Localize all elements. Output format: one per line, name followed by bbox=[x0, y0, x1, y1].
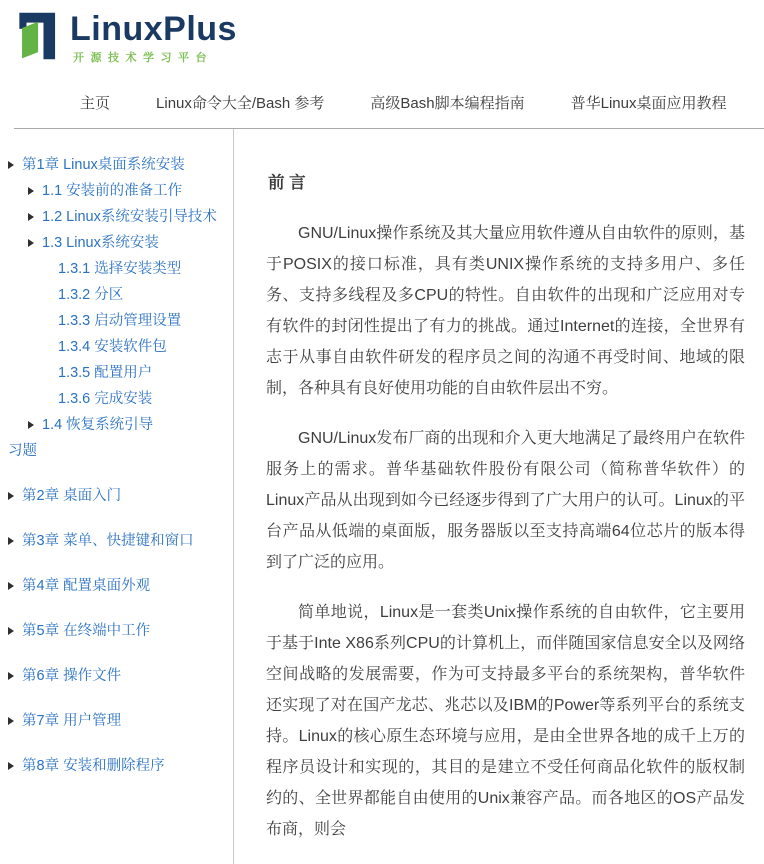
toc-link-1-4[interactable]: 1.4 恢复系统引导 bbox=[42, 417, 154, 433]
content-area bbox=[0, 129, 764, 864]
toc-sidebar bbox=[0, 129, 233, 864]
toc-item-ch5 bbox=[8, 621, 229, 642]
toc-item-1-3-4 bbox=[8, 337, 229, 358]
toc-list bbox=[8, 155, 229, 777]
toc-link-1-3-1[interactable]: 1.3.1 选择安装类型 bbox=[58, 261, 182, 277]
expand-triangle-icon[interactable] bbox=[8, 672, 14, 680]
page-title: 前 言 bbox=[268, 174, 306, 192]
expand-triangle-icon[interactable] bbox=[28, 239, 34, 247]
expand-triangle-icon[interactable] bbox=[8, 537, 14, 545]
toc-link-ch3[interactable]: 第3章 菜单、快捷键和窗口 bbox=[22, 533, 194, 549]
expand-triangle-icon[interactable] bbox=[8, 627, 14, 635]
expand-triangle-icon[interactable] bbox=[28, 421, 34, 429]
toc-link-1-3-2[interactable]: 1.3.2 分区 bbox=[58, 287, 124, 303]
toc-item-1-3-3 bbox=[8, 311, 229, 332]
toc-link-ch1[interactable]: 第1章 Linux桌面系统安装 bbox=[22, 157, 185, 173]
toc-link-1-2[interactable]: 1.2 Linux系统安装引导技术 bbox=[42, 209, 217, 225]
toc-item-ch8 bbox=[8, 756, 229, 777]
toc-item-1-1 bbox=[8, 181, 229, 202]
toc-link-1-3-3[interactable]: 1.3.3 启动管理设置 bbox=[58, 313, 182, 329]
toc-item-ch3 bbox=[8, 531, 229, 552]
toc-link-1-3-6[interactable]: 1.3.6 完成安装 bbox=[58, 391, 153, 407]
expand-triangle-icon[interactable] bbox=[8, 762, 14, 770]
toc-item-1-4 bbox=[8, 415, 229, 436]
preface-paragraph-2: GNU/Linux发布厂商的出现和介入更大地满足了最终用户在软件服务上的需求。普华基础软件股份有限公司（简称普华软件）的Linux产品从出现到如今已经逐步得到了广大用户的认可。Linux的平台产品从低端的桌面版，服务器版以至支持高端64位芯片的版本得到了广泛的应用。 bbox=[266, 430, 745, 571]
nav-item-linux-commands-bash-ref[interactable]: Linux命令大全/Bash 参考 bbox=[156, 95, 325, 112]
expand-triangle-icon[interactable] bbox=[28, 213, 34, 221]
expand-triangle-icon[interactable] bbox=[8, 582, 14, 590]
toc-item-1-3-6 bbox=[8, 389, 229, 410]
brand-name: LinuxPlus bbox=[70, 10, 237, 48]
toc-item-exercises bbox=[8, 441, 229, 462]
toc-item-1-3-1 bbox=[8, 259, 229, 280]
toc-item-1-3-2 bbox=[8, 285, 229, 306]
preface-paragraph-1: GNU/Linux操作系统及其大量应用软件遵从自由软件的原则，基于POSIX的接口标准，具有类UNIX操作系统的支持多用户、多任务、支持多线程及多CPU的特性。自由软件的出现和广泛应用对专有软件的封闭性提出了有力的挑战。通过Internet的连接，全世界有志于从事自由软件研发的程序员之间的沟通不再受时间、地域的限制，各种具有良好使用功能的自由软件层出不穷。 bbox=[266, 225, 745, 397]
logo[interactable] bbox=[14, 9, 764, 65]
logo-text-block bbox=[70, 9, 237, 65]
toc-item-ch2 bbox=[8, 486, 229, 507]
toc-item-1-2 bbox=[8, 207, 229, 228]
toc-link-ch4[interactable]: 第4章 配置桌面外观 bbox=[22, 578, 151, 594]
open-door-logo-icon bbox=[14, 9, 64, 63]
toc-link-1-3-4[interactable]: 1.3.4 安装软件包 bbox=[58, 339, 167, 355]
toc-link-exercises[interactable]: 习题 bbox=[8, 443, 37, 459]
toc-link-1-1[interactable]: 1.1 安装前的准备工作 bbox=[42, 183, 183, 199]
toc-link-ch2[interactable]: 第2章 桌面入门 bbox=[22, 488, 122, 504]
nav-item-puhua-linux-desktop-tutorial[interactable]: 普华Linux桌面应用教程 bbox=[570, 95, 727, 112]
toc-link-ch5[interactable]: 第5章 在终端中工作 bbox=[22, 623, 151, 639]
toc-link-1-3-5[interactable]: 1.3.5 配置用户 bbox=[58, 365, 153, 381]
site-header bbox=[0, 0, 764, 129]
expand-triangle-icon[interactable] bbox=[8, 717, 14, 725]
expand-triangle-icon[interactable] bbox=[8, 161, 14, 169]
toc-link-ch6[interactable]: 第6章 操作文件 bbox=[22, 668, 122, 684]
expand-triangle-icon[interactable] bbox=[28, 187, 34, 195]
nav-item-advanced-bash-guide[interactable]: 高级Bash脚本编程指南 bbox=[370, 95, 525, 112]
brand-tagline: 开源技术学习平台 bbox=[73, 52, 213, 64]
toc-item-ch6 bbox=[8, 666, 229, 687]
expand-triangle-icon[interactable] bbox=[8, 492, 14, 500]
nav-item-home[interactable]: 主页 bbox=[80, 95, 111, 112]
toc-item-ch7 bbox=[8, 711, 229, 732]
toc-item-ch1 bbox=[8, 155, 229, 176]
toc-item-1-3 bbox=[8, 233, 229, 254]
toc-item-1-3-5 bbox=[8, 363, 229, 384]
main-nav bbox=[14, 65, 764, 129]
toc-link-ch8[interactable]: 第8章 安装和删除程序 bbox=[22, 758, 165, 774]
preface-paragraph-3: 简单地说，Linux是一套类Unix操作系统的自由软件，它主要用于基于Inte X86系列CPU的计算机上，而伴随国家信息安全以及网络空间战略的发展需要，作为可支持最多平台的系统架构，普华软件还实现了对在国产龙芯、兆芯以及IBM的Power等系列平台的系统支持。Linux的核心原生态环境与应用，是由全世界各地的成千上万的程序员设计和实现的，其目的是建立不受任何商品化软件的版权制约的、全世界都能自由使用的Unix兼容产品。而各地区的OS产品发布商，则会 bbox=[266, 604, 745, 838]
article bbox=[233, 129, 764, 864]
toc-link-1-3[interactable]: 1.3 Linux系统安装 bbox=[42, 235, 159, 251]
toc-item-ch4 bbox=[8, 576, 229, 597]
toc-link-ch7[interactable]: 第7章 用户管理 bbox=[22, 713, 122, 729]
